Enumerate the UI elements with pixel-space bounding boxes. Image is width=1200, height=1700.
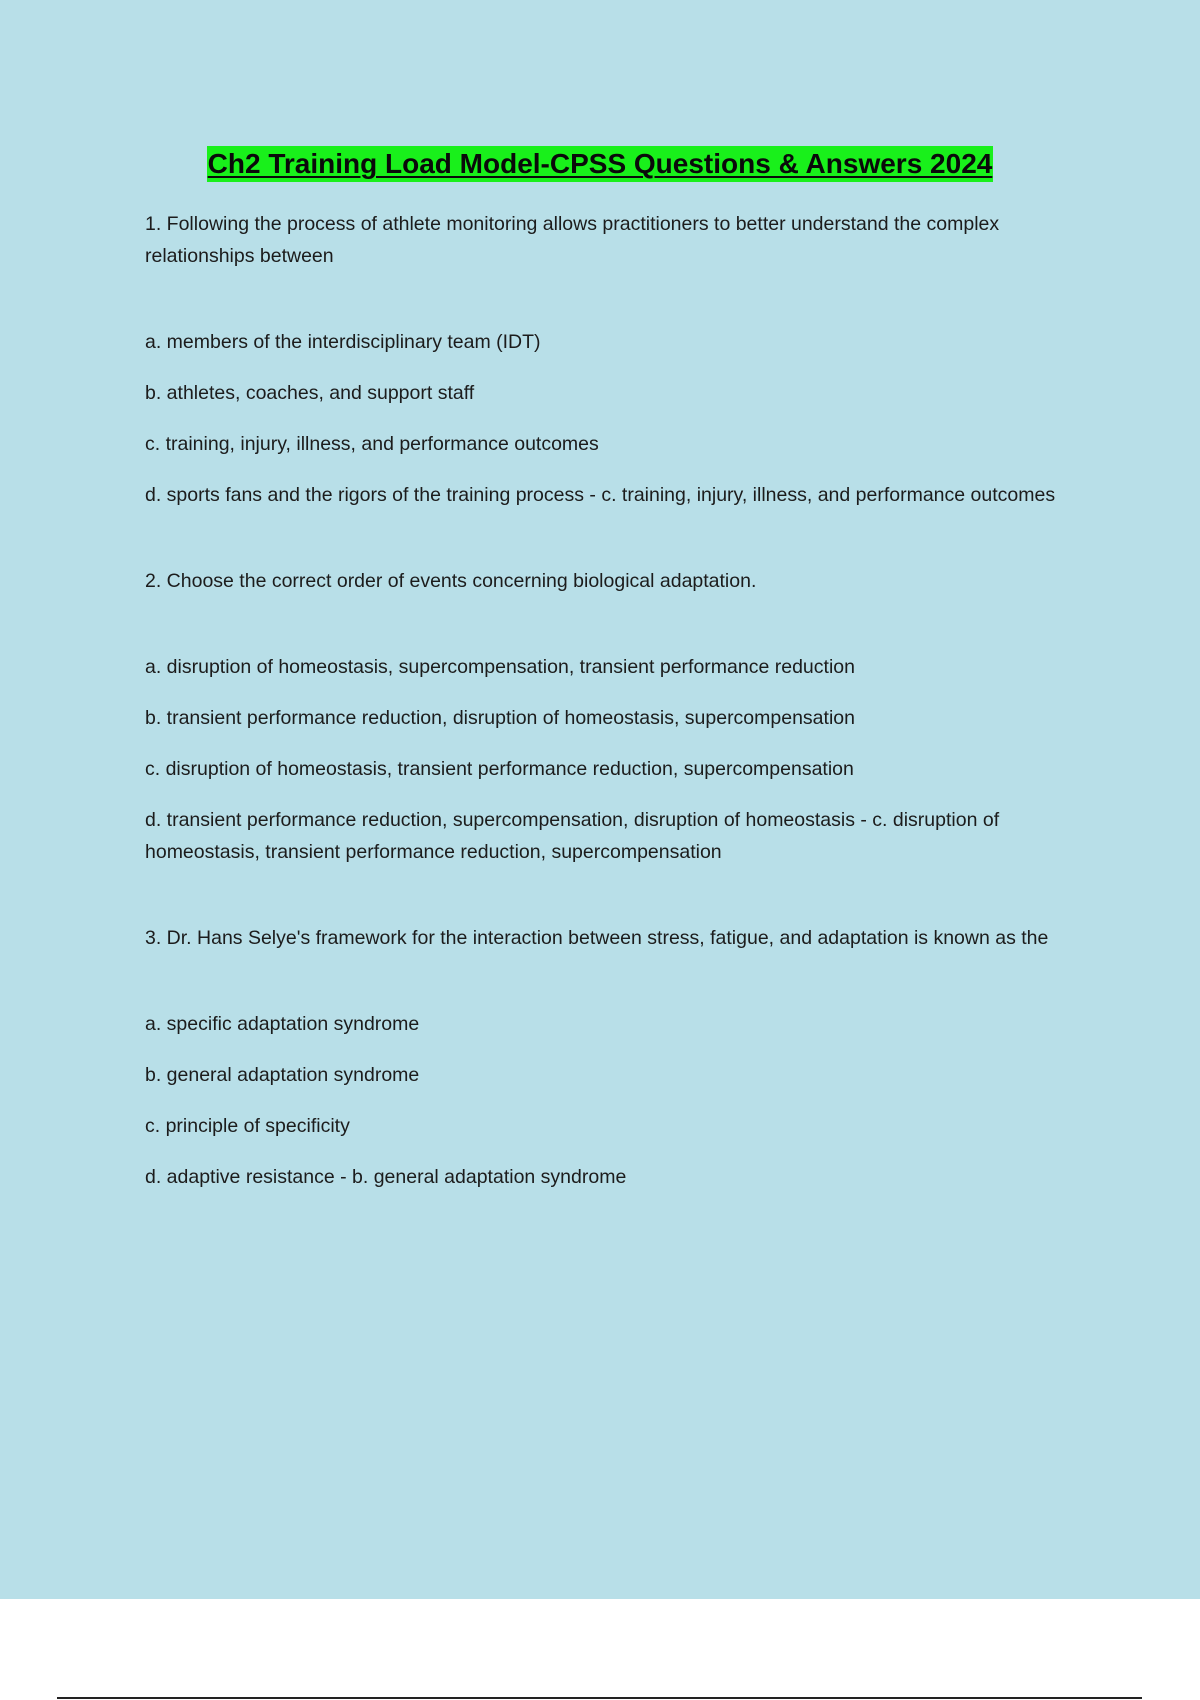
footer-divider xyxy=(57,1697,1142,1699)
question-block xyxy=(145,922,1065,1193)
answer-option: c. disruption of homeostasis, transient performance reduction, supercompensation xyxy=(145,758,854,780)
answer-options xyxy=(145,651,1065,868)
answer-option: b. athletes, coaches, and support staff xyxy=(145,382,475,404)
title-wrapper xyxy=(0,146,1200,182)
answer-option: b. general adaptation syndrome xyxy=(145,1064,420,1086)
answer-option: d. transient performance reduction, supercompensation, disruption of homeostasis - c. disruption of homeostasis, transient performance reduction, supercompensation xyxy=(145,809,1000,863)
answer-options xyxy=(145,326,1065,511)
answer-option: a. specific adaptation syndrome xyxy=(145,1013,420,1035)
question-prompt: 1. Following the process of athlete monitoring allows practitioners to better understand the complex relationships between xyxy=(145,213,1000,267)
answer-option: c. principle of specificity xyxy=(145,1115,350,1137)
question-block xyxy=(145,565,1065,868)
answer-option: a. disruption of homeostasis, supercompensation, transient performance reduction xyxy=(145,656,855,678)
question-list xyxy=(145,208,1065,1193)
answer-option: c. training, injury, illness, and performance outcomes xyxy=(145,433,599,455)
question-prompt: 2. Choose the correct order of events concerning biological adaptation. xyxy=(145,570,757,592)
answer-option: d. sports fans and the rigors of the training process - c. training, injury, illness, and performance outcomes xyxy=(145,484,1056,506)
answer-option: d. adaptive resistance - b. general adaptation syndrome xyxy=(145,1166,627,1188)
answer-option: a. members of the interdisciplinary team (IDT) xyxy=(145,331,541,353)
question-block xyxy=(145,208,1065,511)
answer-option: b. transient performance reduction, disruption of homeostasis, supercompensation xyxy=(145,707,855,729)
question-prompt: 3. Dr. Hans Selye's framework for the interaction between stress, fatigue, and adaptation is known as the xyxy=(145,927,1049,949)
answer-options xyxy=(145,1008,1065,1193)
document-title: Ch2 Training Load Model-CPSS Questions & Answers 2024 xyxy=(207,146,994,182)
